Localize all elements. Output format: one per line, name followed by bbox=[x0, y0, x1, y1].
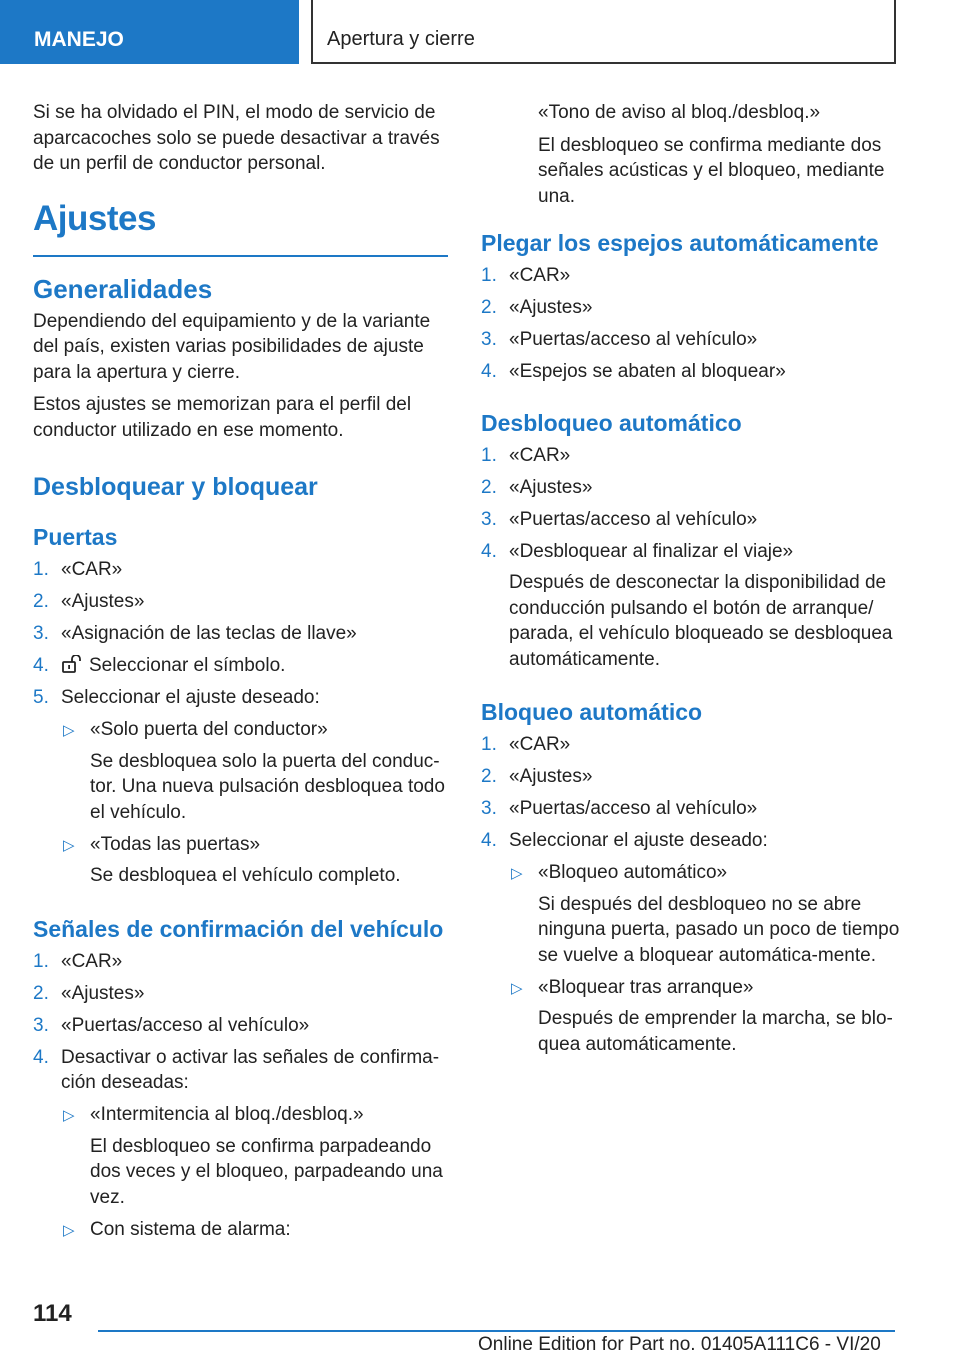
option-label: «Intermitencia al bloq./desbloq.» bbox=[90, 1104, 364, 1125]
option-description: Si después del desbloqueo no se abre ninguna puerta, pasado un poco de tiempo se vuelve a bloquear automática‐mente. bbox=[538, 893, 900, 966]
list-item bbox=[481, 828, 901, 1057]
generalidades-p1: Dependiendo del equipamiento y de la variante del país, existen varias posibilidades de ajuste para la apertura y cierre. bbox=[33, 310, 431, 383]
option-label: «Solo puerta del conductor» bbox=[90, 719, 328, 740]
list-item bbox=[481, 475, 901, 501]
step-text: «Ajustes» bbox=[509, 297, 593, 318]
right-column bbox=[481, 100, 901, 1064]
triangle-bullet-icon: ▷ bbox=[511, 979, 523, 997]
heading-desbloqueo-automatico: Desbloqueo automático bbox=[481, 409, 742, 436]
list-item bbox=[33, 1045, 448, 1243]
step-text: Seleccionar el símbolo. bbox=[89, 655, 286, 676]
list-item bbox=[481, 295, 901, 321]
bloqueo-steps bbox=[481, 732, 901, 1057]
continuation-desc: El desbloqueo se confirma mediante dos señales acústicas y el bloqueo, mediante una. bbox=[538, 134, 885, 207]
left-column bbox=[33, 100, 448, 1249]
title-rule bbox=[33, 255, 448, 257]
list-item bbox=[481, 359, 901, 385]
unlock-icon bbox=[61, 655, 83, 673]
triangle-bullet-icon: ▷ bbox=[63, 836, 75, 854]
section-tab bbox=[0, 0, 299, 64]
list-item bbox=[481, 539, 901, 673]
step-text: «Ajustes» bbox=[509, 476, 593, 498]
step-number: 5. bbox=[33, 687, 49, 708]
step-text: «Desbloquear al finalizar el viaje» bbox=[509, 540, 794, 562]
option-label: «Bloquear tras arranque» bbox=[538, 976, 754, 998]
option-item bbox=[61, 1217, 448, 1243]
step-number: 4. bbox=[481, 540, 497, 562]
option-item bbox=[509, 975, 901, 1058]
option-label: «Bloqueo automático» bbox=[538, 862, 728, 883]
list-item bbox=[33, 621, 448, 647]
step-number: 1. bbox=[33, 559, 49, 580]
step-number: 1. bbox=[481, 265, 497, 286]
senales-steps bbox=[33, 949, 448, 1243]
page-title: Ajustes bbox=[33, 198, 156, 238]
list-item bbox=[481, 263, 901, 289]
list-item bbox=[481, 507, 901, 533]
heading-puertas: Puertas bbox=[33, 524, 118, 550]
step-number: 1. bbox=[481, 734, 497, 755]
continuation-block bbox=[481, 100, 901, 209]
step-number: 3. bbox=[33, 1014, 49, 1036]
step-text: «Asignación de las teclas de llave» bbox=[61, 623, 357, 644]
step-text: «Espejos se abaten al bloquear» bbox=[509, 361, 786, 382]
option-item bbox=[61, 832, 448, 889]
step-text: Desactivar o activar las señales de confirma‐ción deseadas: bbox=[61, 1046, 440, 1093]
step-number: 4. bbox=[33, 655, 49, 676]
step-number: 1. bbox=[33, 950, 49, 972]
footer-edition: Online Edition for Part no. 01405A111C6 - VI/20 bbox=[478, 1334, 881, 1355]
list-item bbox=[33, 589, 448, 615]
list-item bbox=[33, 557, 448, 583]
step-text: «Puertas/acceso al vehículo» bbox=[509, 329, 758, 350]
heading-desbloquear: Desbloquear y bloquear bbox=[33, 473, 318, 501]
step-number: 2. bbox=[481, 766, 497, 787]
option-description: Se desbloquea el vehículo completo. bbox=[90, 865, 401, 886]
triangle-bullet-icon: ▷ bbox=[63, 1221, 75, 1239]
step-text: Seleccionar el ajuste deseado: bbox=[61, 687, 320, 708]
option-description: Se desbloquea solo la puerta del conduc‐tor. Una nueva pulsación desbloquea todo el vehículo. bbox=[90, 750, 445, 823]
step-text: «CAR» bbox=[61, 559, 123, 580]
option-label: «Todas las puertas» bbox=[90, 833, 261, 855]
triangle-bullet-icon: ▷ bbox=[63, 1107, 75, 1124]
list-item bbox=[33, 949, 448, 975]
continuation-label: «Tono de aviso al bloq./desbloq.» bbox=[538, 102, 821, 123]
option-description: El desbloqueo se confirma parpadeando dos veces y el bloqueo, parpadeando una vez. bbox=[90, 1135, 443, 1208]
desbloqueo-note: Después de desconectar la disponibilidad de conducción pulsando el botón de arranque/ parada, el vehículo bloqueado se desbloquea automáticamente. bbox=[509, 572, 893, 670]
plegar-steps bbox=[481, 263, 901, 385]
option-label: Con sistema de alarma: bbox=[90, 1218, 291, 1240]
list-item bbox=[481, 732, 901, 758]
list-item bbox=[481, 796, 901, 822]
step-number: 2. bbox=[33, 982, 49, 1004]
page-number: 114 bbox=[33, 1300, 72, 1327]
section-label: MANEJO bbox=[34, 28, 124, 51]
desbloqueo-steps bbox=[481, 443, 901, 673]
step-number: 4. bbox=[481, 361, 497, 382]
heading-plegar: Plegar los espejos automáticamente bbox=[481, 230, 879, 256]
step-number: 3. bbox=[481, 508, 497, 530]
step-number: 3. bbox=[481, 798, 497, 819]
list-item bbox=[33, 653, 448, 679]
list-item bbox=[33, 685, 448, 889]
step-text: «Ajustes» bbox=[509, 766, 593, 787]
step-number: 2. bbox=[481, 297, 497, 318]
list-item bbox=[481, 327, 901, 353]
step-number: 2. bbox=[33, 591, 49, 612]
step-text: «Puertas/acceso al vehículo» bbox=[61, 1014, 310, 1036]
step-number: 3. bbox=[481, 329, 497, 350]
heading-senales: Señales de confirmación del vehículo bbox=[33, 915, 444, 942]
list-item bbox=[481, 764, 901, 790]
step-text: Seleccionar el ajuste deseado: bbox=[509, 830, 768, 851]
step-text: «CAR» bbox=[509, 734, 571, 755]
heading-generalidades: Generalidades bbox=[33, 273, 213, 304]
triangle-bullet-icon: ▷ bbox=[511, 865, 523, 882]
step-text: «Puertas/acceso al vehículo» bbox=[509, 508, 758, 530]
step-number: 3. bbox=[33, 623, 49, 644]
step-number: 1. bbox=[481, 444, 497, 466]
step-text: «CAR» bbox=[61, 950, 123, 972]
step-text: «CAR» bbox=[509, 265, 571, 286]
option-item bbox=[509, 860, 901, 968]
triangle-bullet-icon: ▷ bbox=[63, 722, 75, 739]
step-number: 4. bbox=[481, 830, 497, 851]
option-description: Después de emprender la marcha, se blo‐quea automáticamente. bbox=[538, 1008, 893, 1055]
puertas-steps bbox=[33, 557, 448, 889]
step-text: «CAR» bbox=[509, 444, 571, 466]
footer-rule bbox=[98, 1330, 895, 1332]
step-text: «Puertas/acceso al vehículo» bbox=[509, 798, 758, 819]
step-number: 4. bbox=[33, 1046, 49, 1068]
option-item bbox=[61, 717, 448, 825]
step-text: «Ajustes» bbox=[61, 982, 145, 1004]
step-text: «Ajustes» bbox=[61, 591, 145, 612]
list-item bbox=[33, 981, 448, 1007]
heading-bloqueo-automatico: Bloqueo automático bbox=[481, 699, 703, 725]
list-item bbox=[33, 1013, 448, 1039]
list-item bbox=[481, 443, 901, 469]
chapter-label: Apertura y cierre bbox=[327, 28, 475, 50]
step-number: 2. bbox=[481, 476, 497, 498]
intro-paragraph: Si se ha olvidado el PIN, el modo de servicio de aparcacoches solo se puede desactivar a través de un perfil de conductor personal. bbox=[33, 102, 440, 174]
option-item bbox=[61, 1102, 448, 1210]
generalidades-p2: Estos ajustes se memorizan para el perfil del conductor utilizado en ese momento. bbox=[33, 394, 412, 441]
chapter-tab bbox=[311, 0, 896, 64]
